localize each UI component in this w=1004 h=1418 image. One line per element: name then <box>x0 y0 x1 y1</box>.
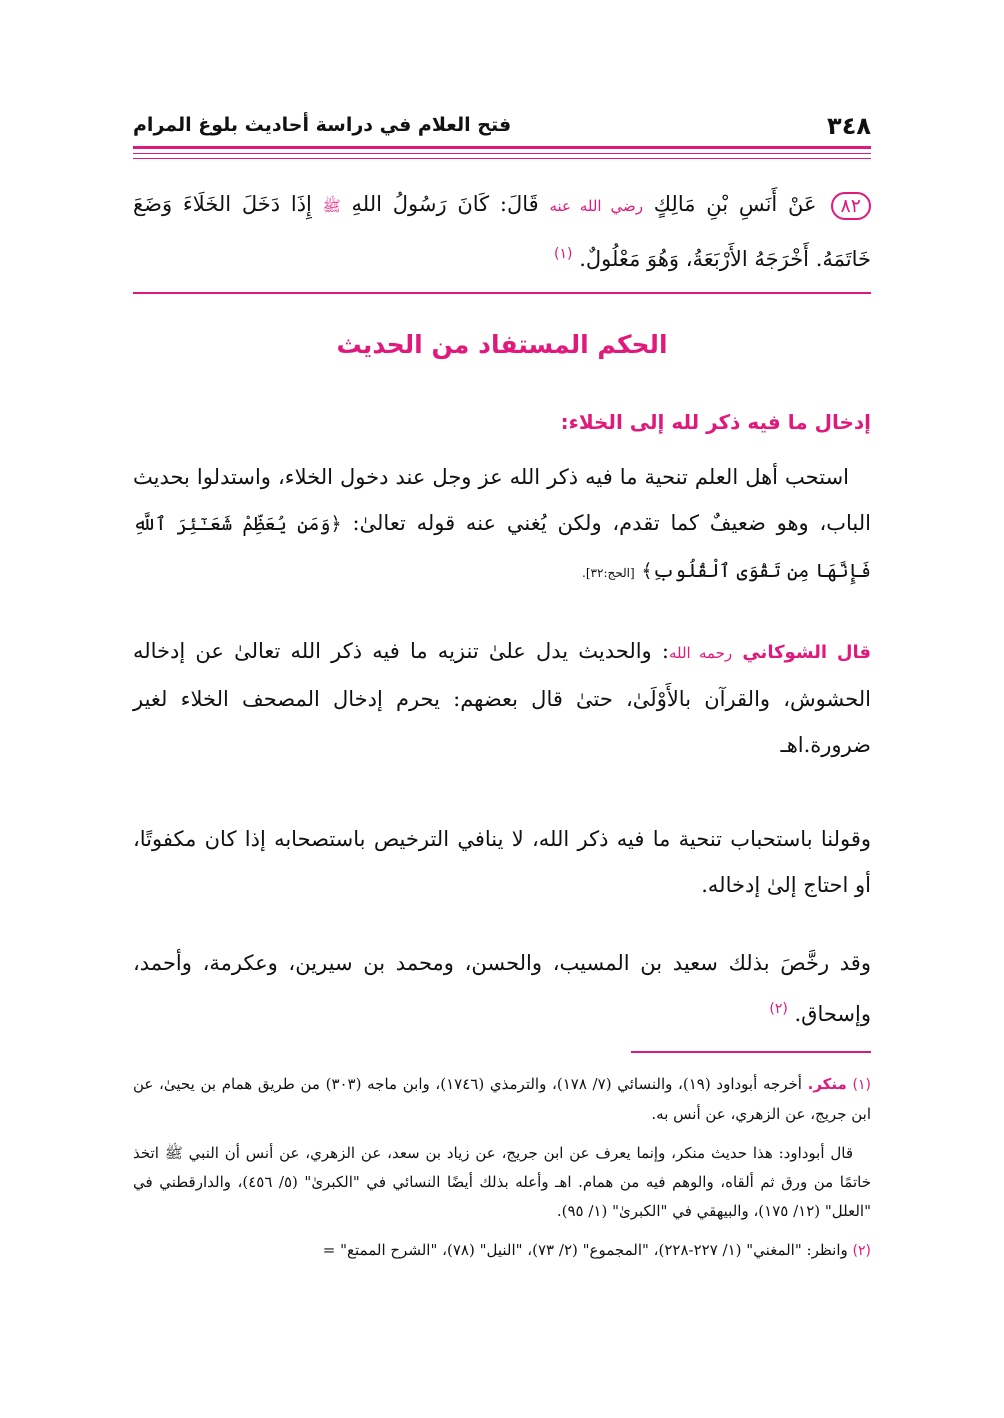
quoted-scholar: قال الشوكاني <box>742 642 871 663</box>
companion-honorific: رضي الله عنه <box>549 197 643 215</box>
header-rule-thick <box>133 146 871 149</box>
section-title: الحكم المستفاد من الحديث <box>336 330 668 359</box>
paragraph-3 <box>133 816 871 908</box>
footnote-ref-1: (١) <box>554 246 573 262</box>
hadith-text-c: إِذَا دَخَلَ الخَلَاءَ وَضَعَ خَاتَمَهُ. أَخْرَجَهُ الأَرْبَعَةُ، وَهُوَ مَعْلُولٌ. <box>133 192 871 271</box>
paragraph-4-text: وقد رخَّصَ بذلك سعيد بن المسيب، والحسن، ومحمد بن سيرين، وعكرمة، وأحمد، وإسحاق. <box>133 951 871 1026</box>
paragraph-4 <box>133 940 871 1037</box>
footnote-1-number: (١) <box>852 1077 871 1093</box>
subheading: إدخال ما فيه ذكر لله إلى الخلاء: <box>560 410 871 434</box>
footnote-2-text: وانظر: "المغني" (١/ ٢٢٧-٢٢٨)، "المجموع" (٢/ ٧٣)، "النيل" (٧٨)، "الشرح الممتع" = <box>322 1241 848 1259</box>
footnote-ref-2: (٢) <box>769 1001 788 1017</box>
footnote-1 <box>133 1070 871 1129</box>
footnote-divider <box>631 1051 871 1053</box>
page-number: ٣٤٨ <box>827 112 871 140</box>
paragraph-2 <box>133 628 871 768</box>
footnote-1-verdict: منكر. <box>807 1075 847 1093</box>
book-title: فتح العلام في دراسة أحاديث بلوغ المرام <box>133 114 512 136</box>
header-rule-thin <box>133 153 871 154</box>
hadith-number-badge: ٨٢ <box>831 192 871 220</box>
scholar-honorific: رحمه الله <box>668 644 733 662</box>
header-rule-thin-2 <box>133 158 871 159</box>
paragraph-3-text: وقولنا باستحباب تنحية ما فيه ذكر الله، لا ينافي الترخيص باستصحابه إذا كان مكفوتًا، أو احتاج إلىٰ إدخاله. <box>133 827 871 897</box>
paragraph-1 <box>133 454 871 596</box>
hadith-text-a: عَنْ أَنَسِ بْنِ مَالِكٍ <box>653 192 817 216</box>
paragraph-1-text: استحب أهل العلم تنحية ما فيه ذكر الله عز وجل عند دخول الخلاء، واستدلوا بحديث الباب، وهو ضعيفٌ كما تقدم، ولكن يُغني عنه قوله تعالىٰ: <box>133 465 872 535</box>
footnotes <box>133 1070 871 1276</box>
footnote-1-text-2: قال أبوداود: هذا حديث منكر، وإنما يعرف عن ابن جريج، عن زياد بن سعد، عن الزهري، عن أنس أن النبي ﷺ اتخذ خاتمًا من ورق ثم ألقاه، والوهم فيه من همام. اهـ وأعله بذلك أيضًا النسائي في "الكبرىٰ" (٥/ ٤٥٦)، والدارقطني في "العلل" (١٢/ ١٧٥)، والبيهقي في "الكبرىٰ" (١/ ٩٥). <box>133 1144 871 1220</box>
footnote-1-continued <box>133 1139 871 1226</box>
footnote-2-number: (٢) <box>852 1243 871 1259</box>
page-header <box>133 112 871 144</box>
quran-reference: [الحج:٣٢]. <box>582 566 635 580</box>
hadith-text <box>133 180 871 283</box>
prophet-honorific: ﷺ <box>322 197 341 215</box>
footnote-1-text: أخرجه أبوداود (١٩)، والنسائي (٧/ ١٧٨)، والترمذي (١٧٤٦)، وابن ماجه (٣٠٣) من طريق همام بن يحيىٰ، عن ابن جريج، عن الزهري، عن أنس به. <box>133 1075 871 1123</box>
hadith-rule <box>133 292 871 294</box>
paragraph-2-text: : والحديث يدل علىٰ تنزيه ما فيه ذكر الله تعالىٰ عن إدخاله الحشوش، والقرآن بالأَوْلَىٰ، حتىٰ قال بعضهم: يحرم إدخال المصحف الخلاء لغير ضرورة.اهـ <box>133 639 871 757</box>
quran-verse: ﴿وَمَن يُعَظِّمْ شَعَـٰٓئِرَ ٱللَّهِ فَإِنَّهَا مِن تَقْوَى ٱلْقُلُوبِ﴾ <box>133 513 871 582</box>
footnote-2 <box>133 1236 871 1266</box>
hadith-text-b: قَالَ: كَانَ رَسُولُ اللهِ <box>351 192 539 216</box>
